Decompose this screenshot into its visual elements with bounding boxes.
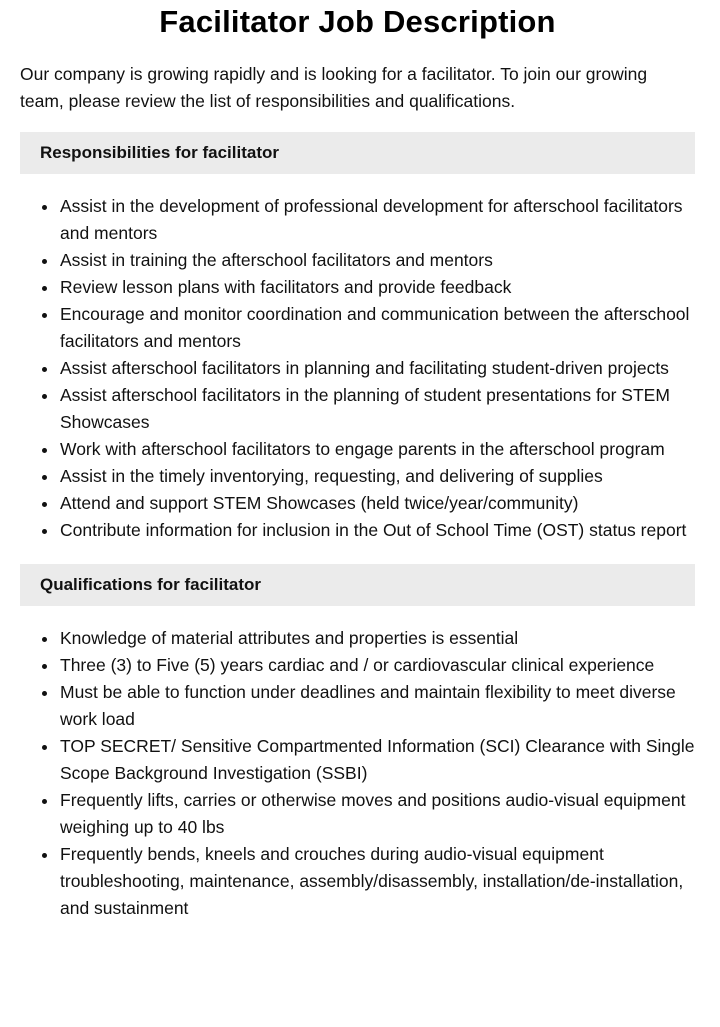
responsibilities-list: [20, 193, 695, 544]
list-item: [20, 517, 695, 544]
job-description-page: [20, 0, 695, 922]
list-item-text: Assist afterschool facilitators in the planning of student presentations for STEM Showcases: [60, 385, 670, 432]
bullet-icon: [42, 799, 47, 804]
bullet-icon: [42, 367, 47, 372]
list-item-text: Encourage and monitor coordination and communication between the afterschool facilitators and mentors: [60, 304, 690, 351]
list-item: [20, 652, 695, 679]
list-item: [20, 436, 695, 463]
list-item: [20, 193, 695, 247]
list-item: [20, 841, 695, 922]
bullet-icon: [42, 637, 47, 642]
bullet-icon: [42, 259, 47, 264]
list-item: [20, 625, 695, 652]
bullet-icon: [42, 853, 47, 858]
bullet-icon: [42, 475, 47, 480]
list-item: [20, 679, 695, 733]
list-item-text: Assist in the development of professional development for afterschool facilitators and mentors: [60, 196, 683, 243]
bullet-icon: [42, 664, 47, 669]
list-item-text: TOP SECRET/ Sensitive Compartmented Information (SCI) Clearance with Single Scope Background Investigation (SSBI): [60, 736, 695, 783]
responsibilities-heading: Responsibilities for facilitator: [20, 132, 695, 174]
list-item: [20, 301, 695, 355]
bullet-icon: [42, 529, 47, 534]
list-item: [20, 382, 695, 436]
list-item-text: Work with afterschool facilitators to engage parents in the afterschool program: [60, 439, 665, 459]
list-item: [20, 733, 695, 787]
bullet-icon: [42, 286, 47, 291]
bullet-icon: [42, 745, 47, 750]
bullet-icon: [42, 205, 47, 210]
bullet-icon: [42, 313, 47, 318]
qualifications-list: [20, 625, 695, 922]
page-title: Facilitator Job Description: [159, 4, 556, 39]
list-item-text: Knowledge of material attributes and properties is essential: [60, 628, 519, 648]
list-item: [20, 463, 695, 490]
bullet-icon: [42, 502, 47, 507]
list-item: [20, 355, 695, 382]
list-item-text: Attend and support STEM Showcases (held twice/year/community): [60, 493, 579, 513]
list-item: [20, 274, 695, 301]
bullet-icon: [42, 691, 47, 696]
list-item-text: Frequently bends, kneels and crouches during audio-visual equipment troubleshooting, maintenance, assembly/disassembly, installation/de-installation, and sustainment: [60, 844, 684, 918]
list-item-text: Frequently lifts, carries or otherwise moves and positions audio-visual equipment weighing up to 40 lbs: [60, 790, 686, 837]
bullet-icon: [42, 394, 47, 399]
qualifications-heading: Qualifications for facilitator: [20, 564, 695, 606]
list-item-text: Review lesson plans with facilitators and provide feedback: [60, 277, 512, 297]
list-item: [20, 787, 695, 841]
list-item-text: Contribute information for inclusion in the Out of School Time (OST) status report: [60, 520, 687, 540]
list-item-text: Must be able to function under deadlines and maintain flexibility to meet diverse work load: [60, 682, 676, 729]
intro-paragraph: Our company is growing rapidly and is looking for a facilitator. To join our growing team, please review the list of responsibilities and qualifications.: [20, 64, 648, 111]
list-item: [20, 247, 695, 274]
list-item-text: Assist in training the afterschool facilitators and mentors: [60, 250, 493, 270]
bullet-icon: [42, 448, 47, 453]
list-item-text: Assist afterschool facilitators in planning and facilitating student-driven projects: [60, 358, 669, 378]
list-item-text: Three (3) to Five (5) years cardiac and / or cardiovascular clinical experience: [60, 655, 655, 675]
list-item-text: Assist in the timely inventorying, requesting, and delivering of supplies: [60, 466, 603, 486]
list-item: [20, 490, 695, 517]
